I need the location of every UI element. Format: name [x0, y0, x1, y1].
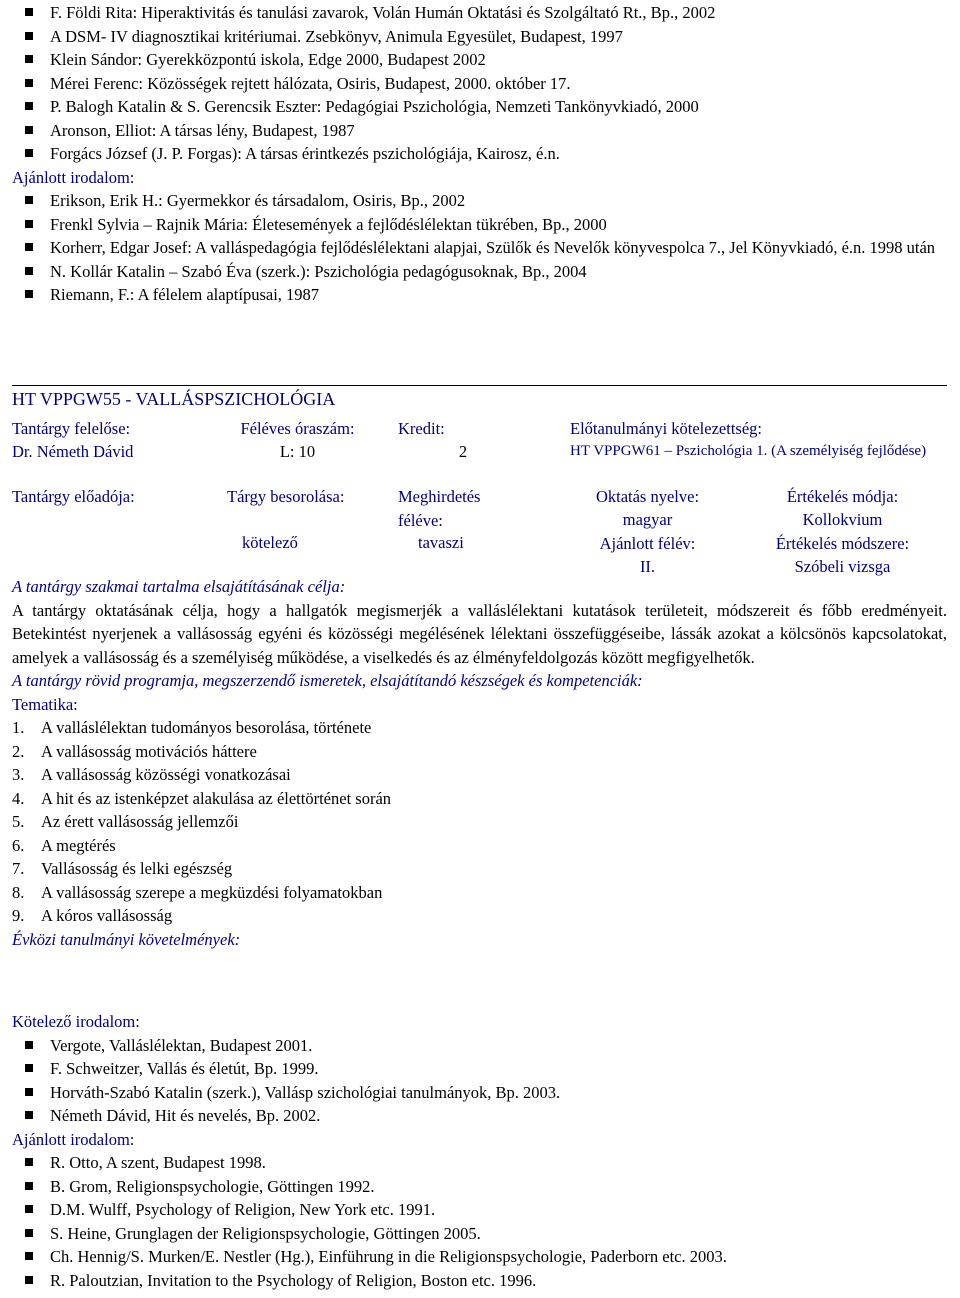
recommended-semester-value: II.	[639, 557, 656, 576]
course-title: HT VPPGW55 - VALLÁSPSZICHOLÓGIA	[12, 389, 336, 409]
recommended-reference-list	[0, 189, 960, 307]
topic-item	[12, 763, 947, 787]
topics-label: Tematika:	[12, 694, 78, 714]
goal-paragraph: A tantárgy oktatásának célja, hogy a hallgatók megismerjék a valláslélektani kutatások területeit, módszereit és főbb eredményeit. Betekintést nyerjenek a vallásosság egyéni és közösségi megélésének lélektani összefüggéseibe, lássák azokat a kölcsönös kapcsolatokat, amelyek a vallásosság és a személyiség működése, a viselkedés és az élményfeldolgozás között megfigyelhetők.	[12, 600, 947, 667]
classification-value: kötelező	[242, 533, 298, 552]
list-item: P. Balogh Katalin & S. Gerencsik Eszter: Pedagógiai Pszichológia, Nemzeti Tankönyvkiadó, 2000	[0, 95, 960, 119]
requirements-heading: Évközi tanulmányi követelmények:	[12, 929, 241, 949]
topic-item	[12, 787, 947, 811]
credit-label: Kredit:	[398, 419, 445, 438]
responsible-label: Tantárgy felelőse:	[12, 419, 131, 438]
mandatory-literature-list	[0, 1034, 960, 1128]
list-item: N. Kollár Katalin – Szabó Éva (szerk.): Pszichológia pedagógusoknak, Bp., 2004	[0, 260, 960, 284]
list-item: F. Schweitzer, Vallás és életút, Bp. 1999.	[0, 1057, 960, 1081]
list-item: Vergote, Valláslélektan, Budapest 2001.	[0, 1034, 960, 1058]
list-item: R. Paloutzian, Invitation to the Psychology of Religion, Boston etc. 1996.	[0, 1269, 960, 1293]
topic-text: A kóros vallásosság	[41, 906, 173, 925]
evaluation-method-value: Szóbeli vizsga	[794, 557, 891, 576]
topic-item	[12, 857, 947, 881]
topics-list	[12, 716, 947, 928]
list-item: Klein Sándor: Gyerekközpontú iskola, Edge 2000, Budapest 2002	[0, 48, 960, 72]
topic-number: 4.	[12, 788, 25, 808]
evaluation-method-label: Értékelés módszere:	[775, 534, 910, 553]
topic-item	[12, 810, 947, 834]
recommended-semester-label: Ajánlott félév:	[599, 534, 696, 553]
list-item: D.M. Wulff, Psychology of Religion, New York etc. 1991.	[0, 1198, 960, 1222]
list-item: F. Földi Rita: Hiperaktivitás és tanulási zavarok, Volán Humán Oktatási és Szolgáltató Rt., Bp., 2002	[0, 1, 960, 25]
list-item: Aronson, Elliot: A társas lény, Budapest, 1987	[0, 119, 960, 143]
recommended-literature-list	[0, 1151, 960, 1292]
evaluation-mode-label: Értékelés módja:	[786, 487, 899, 506]
hours-value: L: 10	[279, 442, 316, 461]
topic-number: 9.	[12, 906, 25, 925]
recommended-literature-heading: Ajánlott irodalom:	[12, 1129, 135, 1149]
topic-number: 8.	[12, 882, 25, 902]
topic-number: 7.	[12, 859, 25, 878]
top-reference-section	[0, 1, 960, 307]
semester-value: tavaszi	[418, 533, 464, 552]
list-item: A DSM- IV diagnosztikai kritériumai. Zsebkönyv, Animula Egyesület, Budapest, 1997	[0, 25, 960, 49]
literature-section	[0, 1010, 960, 1292]
lecturer-label: Tantárgy előadója:	[12, 487, 135, 506]
list-item: Ch. Hennig/S. Murken/E. Nestler (Hg.), Einführung in die Religionspsychologie, Paderborn etc. 2003.	[0, 1245, 960, 1269]
topic-text: A vallásosság motivációs háttere	[41, 741, 257, 761]
topic-text: Az érett vallásosság jellemzői	[41, 812, 239, 831]
language-label: Oktatás nyelve:	[595, 487, 700, 506]
topic-number: 1.	[12, 718, 25, 737]
topic-text: A valláslélektan tudományos besorolása, története	[41, 718, 372, 737]
topic-item	[12, 904, 947, 928]
list-item: Horváth-Szabó Katalin (szerk.), Vallásp szichológiai tanulmányok, Bp. 2003.	[0, 1081, 960, 1105]
topic-text: A megtérés	[41, 835, 116, 855]
prerequisite-label: Előtanulmányi kötelezettség:	[570, 419, 762, 438]
mandatory-literature-heading: Kötelező irodalom:	[12, 1012, 140, 1031]
topic-text: A vallásosság közösségi vonatkozásai	[41, 765, 291, 784]
list-item: Riemann, F.: A félelem alaptípusai, 1987	[0, 283, 960, 307]
credit-value: 2	[458, 442, 468, 461]
list-item: Frenkl Sylvia – Rajnik Mária: Életesemények a fejlődéslélektan tükrében, Bp., 2000	[0, 213, 960, 237]
evaluation-mode-value: Kollokvium	[802, 510, 883, 529]
hours-label: Féléves óraszám:	[240, 419, 355, 438]
list-item: Mérei Ferenc: Közösségek rejtett hálózata, Osiris, Budapest, 2000. október 17.	[0, 72, 960, 96]
course-content	[12, 575, 947, 951]
topic-item	[12, 740, 947, 764]
reference-list	[0, 1, 960, 166]
list-item: Erikson, Erik H.: Gyermekkor és társadalom, Osiris, Bp., 2002	[0, 189, 960, 213]
topic-item	[12, 716, 947, 740]
topic-item	[12, 881, 947, 905]
topic-text: Vallásosság és lelki egészség	[41, 859, 233, 878]
topic-text: A hit és az istenképzet alakulása az élettörténet során	[41, 788, 392, 808]
goal-heading: A tantárgy szakmai tartalma elsajátításának célja:	[12, 577, 346, 596]
topic-text: A vallásosság szerepe a megküzdési folyamatokban	[41, 882, 383, 902]
topic-number: 2.	[12, 741, 25, 761]
program-heading: A tantárgy rövid programja, megszerzendő ismeretek, elsajátítandó készségek és kompetenciák:	[12, 671, 643, 690]
list-item: B. Grom, Religionspsychologie, Göttingen 1992.	[0, 1175, 960, 1199]
recommended-literature-heading: Ajánlott irodalom:	[12, 167, 135, 187]
list-item: Korherr, Edgar Josef: A valláspedagógia fejlődéslélektani alapjai, Szülők és Nevelők könyvespolca 7., Jel Könyvkiadó, é.n. 1998 után	[0, 236, 960, 260]
topic-item	[12, 834, 947, 858]
list-item: Forgács József (J. P. Forgas): A társas érintkezés pszichológiája, Kairosz, é.n.	[0, 142, 960, 166]
prerequisite-value: HT VPPGW61 – Pszichológia 1. (A személyiség fejlődése)	[570, 443, 927, 459]
responsible-value: Dr. Németh Dávid	[12, 442, 134, 461]
list-item: S. Heine, Grunglagen der Religionspsychologie, Göttingen 2005.	[0, 1222, 960, 1246]
topic-number: 6.	[12, 835, 25, 855]
topic-number: 5.	[12, 812, 25, 831]
list-item: Németh Dávid, Hit és nevelés, Bp. 2002.	[0, 1104, 960, 1128]
language-value: magyar	[622, 510, 673, 529]
section-divider	[12, 385, 947, 386]
list-item: R. Otto, A szent, Budapest 1998.	[0, 1151, 960, 1175]
classification-label: Tárgy besorolása:	[227, 487, 345, 506]
semester-label: Meghirdetés féléve:	[398, 487, 481, 530]
topic-number: 3.	[12, 765, 25, 784]
